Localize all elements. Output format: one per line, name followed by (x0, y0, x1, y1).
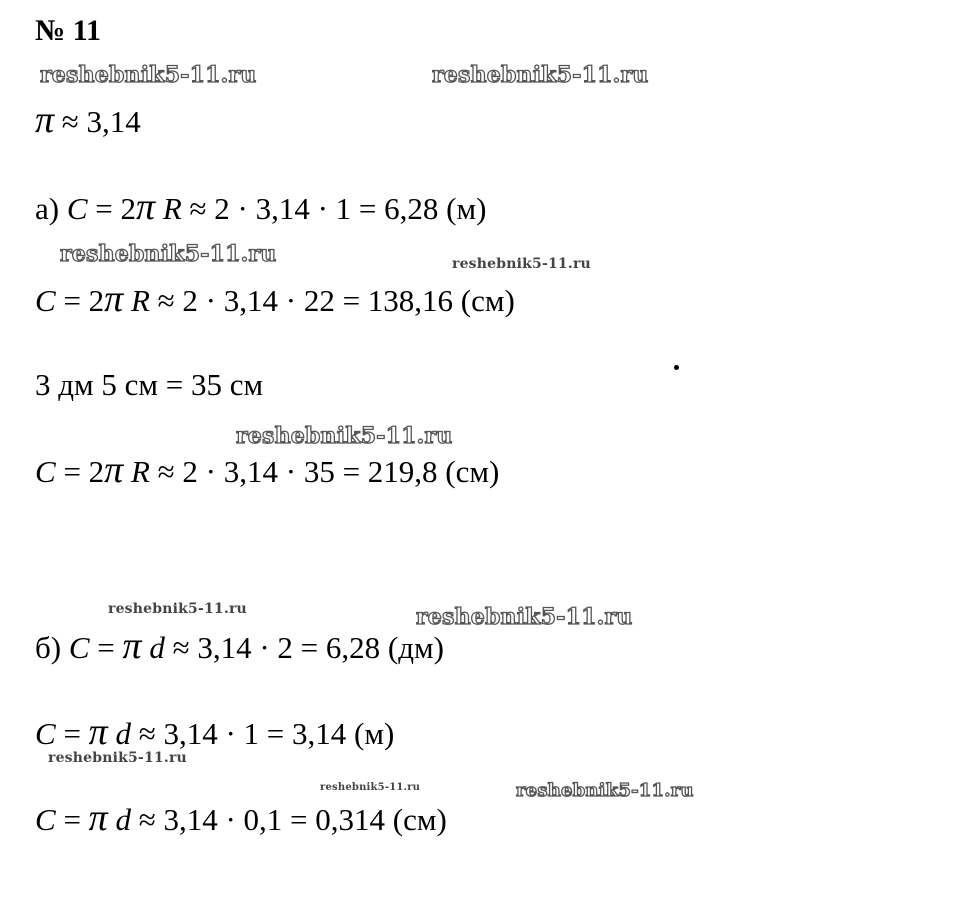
var-d: d (107, 802, 131, 837)
watermark: reshebnik5-11.ru (40, 62, 257, 88)
var-d: d (141, 630, 165, 665)
part-label: а) (35, 191, 67, 226)
var-d: d (107, 716, 131, 751)
formula-a3 (35, 449, 500, 491)
var-c: C (35, 283, 56, 318)
equals: = (55, 802, 89, 837)
equals: = 2 (55, 283, 105, 318)
pi-symbol: π (88, 711, 108, 753)
formula-b2 (35, 711, 395, 753)
calculation: ≈ 2 · 3,14 · 35 = 219,8 (см) (149, 454, 500, 489)
watermark: reshebnik5-11.ru (516, 780, 694, 801)
pi-symbol: π (88, 797, 108, 839)
equals: = (89, 630, 123, 665)
watermark: reshebnik5-11.ru (236, 423, 453, 449)
pi-symbol: π (122, 625, 142, 667)
unit-conversion: 3 дм 5 см = 35 см (35, 367, 264, 402)
calculation: ≈ 2 · 3,14 · 22 = 138,16 (см) (149, 283, 515, 318)
pi-symbol: π (104, 449, 124, 491)
calculation: ≈ 2 · 3,14 · 1 = 6,28 (м) (181, 191, 487, 226)
watermark: reshebnik5-11.ru (48, 750, 187, 766)
calculation: ≈ 3,14 · 0,1 = 0,314 (см) (130, 802, 447, 837)
var-c: C (68, 630, 90, 665)
var-r: R (155, 191, 182, 226)
equals: = 2 (55, 454, 105, 489)
pi-symbol: π (136, 186, 156, 228)
calculation: ≈ 3,14 · 1 = 3,14 (м) (130, 716, 395, 751)
watermark: reshebnik5-11.ru (432, 62, 649, 88)
watermark: reshebnik5-11.ru (108, 601, 247, 617)
pi-symbol: π (104, 278, 124, 320)
formula-a2 (35, 278, 515, 320)
watermark: reshebnik5-11.ru (416, 604, 633, 630)
var-c: C (35, 716, 56, 751)
calculation: ≈ 3,14 · 2 = 6,28 (дм) (164, 630, 444, 665)
pi-approximation (35, 99, 141, 141)
var-c: C (35, 454, 56, 489)
pi-symbol: π (35, 99, 55, 141)
stray-dot (674, 365, 679, 370)
watermark: reshebnik5-11.ru (60, 241, 277, 267)
formula-b1 (35, 625, 444, 667)
equals: = 2 (87, 191, 137, 226)
var-r: R (123, 454, 150, 489)
equals: = (55, 716, 89, 751)
var-c: C (66, 191, 88, 226)
var-c: C (35, 802, 56, 837)
pi-value: ≈ 3,14 (54, 104, 141, 139)
formula-a1 (35, 186, 487, 228)
watermark: reshebnik5-11.ru (320, 782, 421, 793)
watermark: reshebnik5-11.ru (452, 256, 591, 272)
part-label: б) (35, 630, 69, 665)
formula-b3 (35, 797, 447, 839)
problem-number: № 11 (35, 14, 101, 47)
var-r: R (123, 283, 150, 318)
